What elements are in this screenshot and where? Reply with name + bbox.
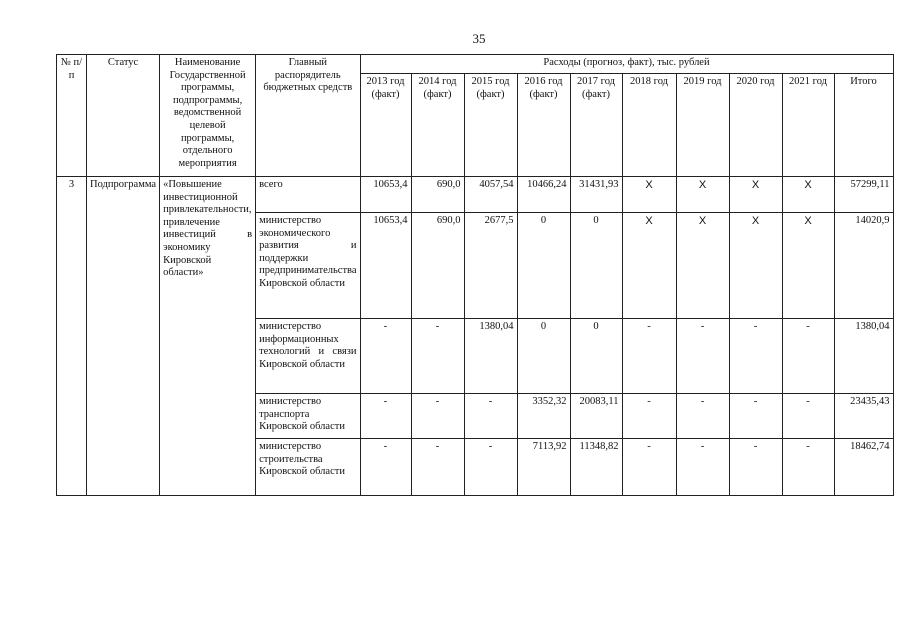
total-cell: 14020,9	[834, 213, 893, 319]
value-cell: 0	[517, 213, 570, 319]
value-cell: 11348,82	[570, 439, 622, 496]
header-year: 2018 год	[622, 74, 676, 177]
total-cell: 23435,43	[834, 394, 893, 439]
value-cell: -	[729, 319, 782, 394]
value-cell: 0	[570, 319, 622, 394]
value-cell: -	[782, 439, 834, 496]
value-cell: X	[676, 213, 729, 319]
header-year: 2019 год	[676, 74, 729, 177]
value-cell: 2677,5	[464, 213, 517, 319]
distributor-cell: министерство транспорта Кировской области	[256, 394, 360, 439]
value-cell: -	[360, 319, 411, 394]
total-cell: 1380,04	[834, 319, 893, 394]
value-cell: -	[729, 439, 782, 496]
header-year: 2016 год (факт)	[517, 74, 570, 177]
value-cell: -	[782, 319, 834, 394]
value-cell: -	[676, 394, 729, 439]
header-expenses: Расходы (прогноз, факт), тыс. рублей	[360, 55, 893, 74]
table-row	[57, 177, 894, 213]
value-cell: 690,0	[411, 177, 464, 213]
distributor-cell: министерство информационных технологий и связи Кировской области	[256, 319, 360, 394]
value-cell: -	[464, 439, 517, 496]
value-cell: -	[411, 394, 464, 439]
value-cell: -	[622, 394, 676, 439]
value-cell: X	[782, 177, 834, 213]
header-year: 2020 год	[729, 74, 782, 177]
header-year: 2017 год (факт)	[570, 74, 622, 177]
value-cell: 20083,11	[570, 394, 622, 439]
value-cell: 4057,54	[464, 177, 517, 213]
value-cell: 0	[517, 319, 570, 394]
value-cell: 3352,32	[517, 394, 570, 439]
total-cell: 18462,74	[834, 439, 893, 496]
total-cell: 57299,11	[834, 177, 893, 213]
header-year: 2015 год (факт)	[464, 74, 517, 177]
value-cell: 7113,92	[517, 439, 570, 496]
distributor-cell: министерство строительства Кировской области	[256, 439, 360, 496]
page-number: 35	[472, 31, 486, 46]
header-num: № п/п	[57, 55, 87, 177]
value-cell: -	[411, 439, 464, 496]
value-cell: X	[622, 213, 676, 319]
header-year: 2013 год (факт)	[360, 74, 411, 177]
value-cell: X	[729, 213, 782, 319]
value-cell: 10466,24	[517, 177, 570, 213]
header-distributor: Главный распорядитель бюджетных средств	[256, 55, 360, 177]
value-cell: 10653,4	[360, 177, 411, 213]
value-cell: -	[622, 319, 676, 394]
program-status: Подпрограмма	[87, 177, 160, 496]
value-cell: X	[782, 213, 834, 319]
value-cell: 0	[570, 213, 622, 319]
value-cell: 31431,93	[570, 177, 622, 213]
value-cell: -	[464, 394, 517, 439]
value-cell: 690,0	[411, 213, 464, 319]
value-cell: 1380,04	[464, 319, 517, 394]
budget-table	[56, 54, 894, 496]
distributor-cell: министерство экономического развития и поддержки предпринимательства Кировской области	[256, 213, 360, 319]
value-cell: -	[360, 394, 411, 439]
value-cell: X	[729, 177, 782, 213]
value-cell: X	[676, 177, 729, 213]
header-name: Наименование Государственной программы, подпрограммы, ведомственной целевой программы, отдельного мероприятия	[160, 55, 256, 177]
header-total: Итого	[834, 74, 893, 177]
program-name: «Повышение инвестиционной привлекательности, привлечение инвестиций в экономику Кировской области»	[160, 177, 256, 496]
value-cell: -	[411, 319, 464, 394]
distributor-cell: всего	[256, 177, 360, 213]
header-year: 2014 год (факт)	[411, 74, 464, 177]
value-cell: -	[622, 439, 676, 496]
value-cell: -	[360, 439, 411, 496]
value-cell: -	[782, 394, 834, 439]
header-status: Статус	[87, 55, 160, 177]
header-year: 2021 год	[782, 74, 834, 177]
value-cell: X	[622, 177, 676, 213]
program-num: 3	[57, 177, 87, 496]
value-cell: -	[729, 394, 782, 439]
value-cell: -	[676, 319, 729, 394]
value-cell: 10653,4	[360, 213, 411, 319]
value-cell: -	[676, 439, 729, 496]
